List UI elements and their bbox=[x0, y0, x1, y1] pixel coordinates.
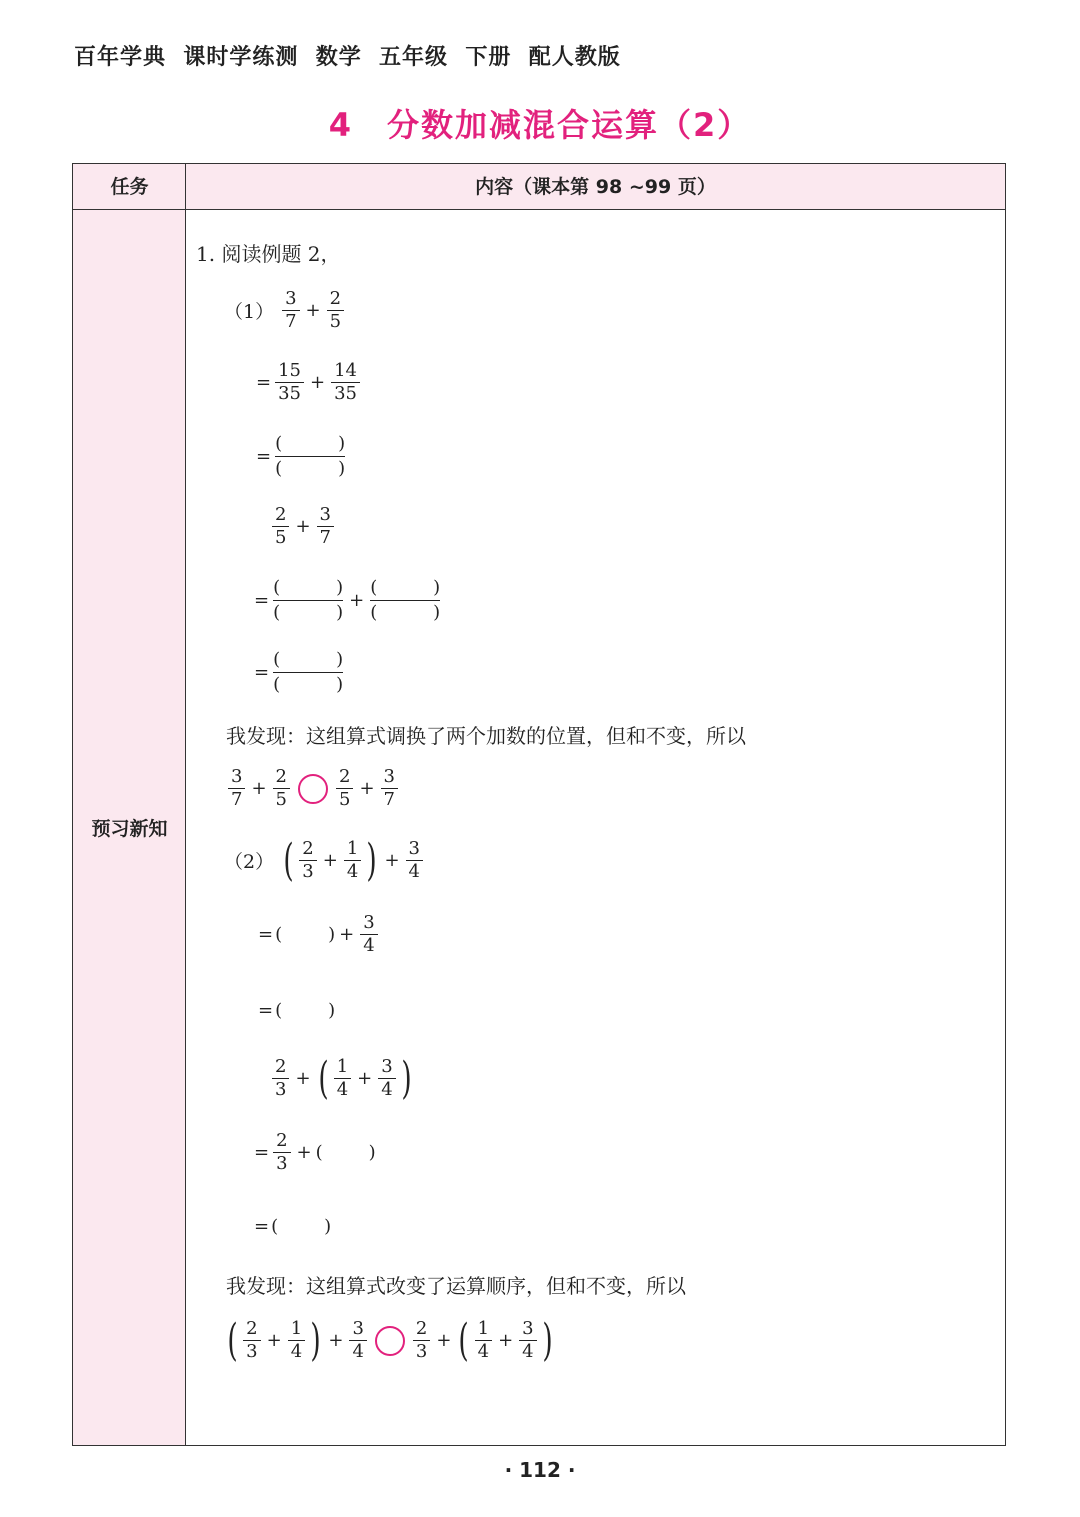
fraction: $\frac{15}{35}$ bbox=[275, 360, 304, 405]
answer-blank[interactable]: ( ) ( ) bbox=[275, 433, 346, 479]
expr-1d: $\frac{2}{5}$ + $\frac{3}{7}$ bbox=[270, 504, 336, 549]
worksheet-table bbox=[72, 163, 1006, 1446]
fraction: $\frac{3}{7}$ bbox=[228, 766, 245, 811]
fraction: $\frac{3}{4}$ bbox=[519, 1318, 536, 1363]
answer-blank[interactable]: ( ) bbox=[275, 1000, 336, 1021]
task-column bbox=[73, 164, 186, 1445]
volume: 下册 bbox=[465, 45, 512, 70]
table-header-row bbox=[73, 164, 1005, 210]
answer-blank[interactable]: ( ) bbox=[271, 1216, 332, 1237]
grade: 五年级 bbox=[379, 45, 449, 70]
edition: 配人教版 bbox=[528, 45, 621, 70]
fraction: $\frac{2}{3}$ bbox=[299, 838, 316, 883]
compare-2: ( $\frac{2}{3}$ + $\frac{1}{4}$ ) + $\frac{3}{4}$ $\frac{2}{3}$ + ( $\frac{1}{4}$ + $\frac{3}{4}$ ) bbox=[227, 1314, 553, 1366]
fraction: $\frac{2}{5}$ bbox=[327, 288, 344, 333]
expr-2d: $\frac{2}{3}$ + ( $\frac{1}{4}$ + $\frac{3}{4}$ ) bbox=[270, 1056, 415, 1101]
answer-blank[interactable]: ( ) ( ) bbox=[273, 577, 344, 623]
fraction: $\frac{2}{5}$ bbox=[336, 766, 353, 811]
series-name: 课时学练测 bbox=[183, 45, 299, 70]
answer-blank[interactable]: ( ) bbox=[275, 924, 336, 945]
expr-1e: = ( ) ( ) + ( ) ( ) bbox=[254, 577, 441, 623]
fraction: $\frac{3}{7}$ bbox=[317, 504, 334, 549]
fraction: $\frac{2}{3}$ bbox=[273, 1130, 290, 1175]
fraction: $\frac{1}{4}$ bbox=[344, 838, 361, 883]
compare-1: $\frac{3}{7}$ + $\frac{2}{5}$ $\frac{2}{5}$ + $\frac{3}{7}$ bbox=[226, 766, 400, 811]
lesson-title: 4 分数加减混合运算（2） bbox=[328, 106, 752, 144]
problem-intro: 1. 阅读例题 2， bbox=[196, 242, 341, 266]
finding-1: 我发现：这组算式调换了两个加数的位置，但和不变，所以 bbox=[226, 724, 746, 748]
fraction: $\frac{3}{4}$ bbox=[406, 838, 423, 883]
expr-2f: = ( ) bbox=[254, 1216, 332, 1237]
expr-1c: = ( ) ( ) bbox=[256, 433, 346, 479]
answer-blank[interactable]: ( ) bbox=[315, 1142, 376, 1163]
fraction: $\frac{2}{5}$ bbox=[273, 766, 290, 811]
answer-blank[interactable]: ( ) ( ) bbox=[370, 577, 441, 623]
content-header: 内容（课本第 98 ~99 页） bbox=[475, 176, 716, 198]
fraction: $\frac{3}{7}$ bbox=[381, 766, 398, 811]
expr-2b: = ( ) + $\frac{3}{4}$ bbox=[258, 912, 380, 957]
part1-label: （1） bbox=[224, 301, 275, 323]
compare-circle[interactable] bbox=[375, 1326, 405, 1356]
expr-1f: = ( ) ( ) bbox=[254, 649, 344, 695]
fraction: $\frac{2}{3}$ bbox=[243, 1318, 260, 1363]
expr-1b: = $\frac{15}{35}$ + $\frac{14}{35}$ bbox=[256, 360, 362, 405]
fraction: $\frac{2}{5}$ bbox=[272, 504, 289, 549]
fraction: $\frac{2}{3}$ bbox=[272, 1056, 289, 1101]
fraction: $\frac{1}{4}$ bbox=[334, 1056, 351, 1101]
fraction: $\frac{14}{35}$ bbox=[331, 360, 360, 405]
fraction: $\frac{3}{4}$ bbox=[378, 1056, 395, 1101]
section-label: 预习新知 bbox=[91, 818, 168, 840]
fraction: $\frac{3}{4}$ bbox=[349, 1318, 366, 1363]
expr-1a: （1） $\frac{3}{7}$ + $\frac{2}{5}$ bbox=[224, 288, 346, 333]
task-header: 任务 bbox=[110, 176, 149, 198]
part2-label: （2） bbox=[224, 851, 275, 873]
subject: 数学 bbox=[315, 45, 362, 70]
page-number: · 112 · bbox=[504, 1458, 576, 1482]
fraction: $\frac{1}{4}$ bbox=[475, 1318, 492, 1363]
expr-2a: （2） ( $\frac{2}{3}$ + $\frac{1}{4}$ ) + $\frac{3}{4}$ bbox=[224, 838, 425, 883]
fraction: $\frac{1}{4}$ bbox=[288, 1318, 305, 1363]
expr-2e: = $\frac{2}{3}$ + ( ) bbox=[254, 1130, 376, 1174]
fraction: $\frac{2}{3}$ bbox=[413, 1318, 430, 1363]
book-header bbox=[74, 40, 621, 71]
book-name: 百年学典 bbox=[74, 45, 167, 70]
finding-2: 我发现：这组算式改变了运算顺序，但和不变，所以 bbox=[226, 1274, 686, 1298]
expr-2c: = ( ) bbox=[258, 1000, 336, 1021]
compare-circle[interactable] bbox=[298, 774, 328, 804]
fraction: $\frac{3}{4}$ bbox=[360, 912, 377, 957]
fraction: $\frac{3}{7}$ bbox=[282, 288, 299, 333]
content-area bbox=[186, 210, 1005, 1445]
answer-blank[interactable]: ( ) ( ) bbox=[273, 649, 344, 695]
